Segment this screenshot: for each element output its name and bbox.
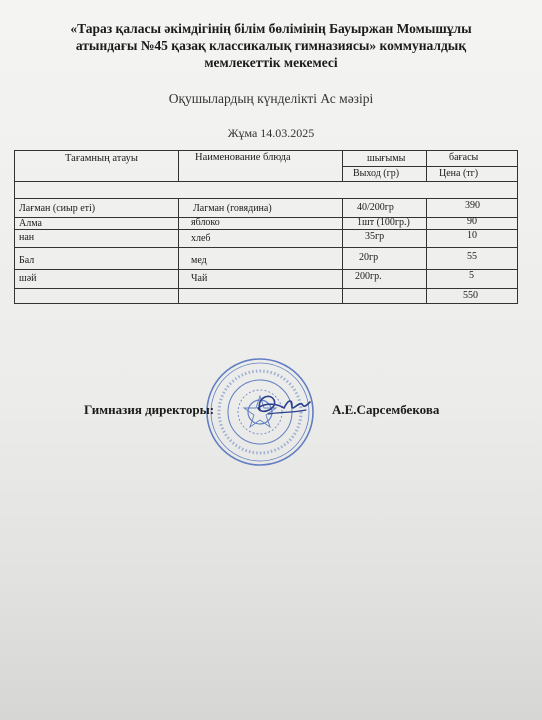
menu-subtitle: Оқушылардың күнделікті Ас мәзірі xyxy=(168,91,374,106)
dish-kz: шәй xyxy=(19,273,37,284)
table-row xyxy=(14,229,518,247)
col-header-output-ru: Выход (гр) xyxy=(353,168,400,179)
dish-output: 1шт (100гр.) xyxy=(357,217,410,228)
col-header-kz: Тағамның атауы xyxy=(65,153,138,164)
header-line-1: «Тараз қаласы әкімдігінің білім бөлімінің Бауыржан Момышұлы xyxy=(70,21,472,36)
table-total-row xyxy=(14,288,518,304)
document-header xyxy=(20,20,522,71)
col-header-price-kz: бағасы xyxy=(449,152,479,163)
director-label: Гимназия директоры: xyxy=(84,402,215,417)
dish-price: 55 xyxy=(467,251,477,262)
dish-output: 200гр. xyxy=(355,271,382,282)
table-empty-row xyxy=(14,181,518,198)
table-row xyxy=(14,198,518,217)
col-header-output-kz: шығымы xyxy=(367,153,406,164)
dish-price: 10 xyxy=(467,230,477,241)
dish-kz: нан xyxy=(19,232,35,243)
menu-date: Жұма 14.03.2025 xyxy=(227,126,315,140)
dish-ru: хлеб xyxy=(191,233,211,244)
header-line-2: атындағы №45 қазақ классикалық гимназиясы» коммуналдық xyxy=(75,38,467,53)
table-subheader-row xyxy=(14,166,518,181)
menu-table xyxy=(14,150,518,304)
dish-price: 5 xyxy=(469,270,474,281)
table-row xyxy=(14,247,518,269)
dish-output: 35гр xyxy=(365,231,385,242)
dish-kz: Лағман (сиыр еті) xyxy=(19,203,96,214)
dish-output: 20гр xyxy=(359,252,379,263)
table-row xyxy=(14,269,518,288)
dish-ru: Лагман (говядина) xyxy=(193,203,272,214)
col-header-ru: Наименование блюда xyxy=(195,152,291,163)
dish-ru: яблоко xyxy=(191,217,220,228)
dish-kz: Алма xyxy=(19,218,42,229)
table-header-row xyxy=(14,150,518,166)
dish-price: 390 xyxy=(465,200,480,211)
dish-price: 90 xyxy=(467,216,477,227)
handwritten-signature-icon xyxy=(248,388,318,424)
dish-ru: мед xyxy=(191,255,207,266)
dish-output: 40/200гр xyxy=(357,202,394,213)
header-line-3: мемлекеттік мекемесі xyxy=(204,55,338,70)
dish-ru: Чай xyxy=(191,273,208,284)
director-name: А.Е.Сарсембекова xyxy=(332,402,440,417)
total-price: 550 xyxy=(463,290,478,301)
dish-kz: Бал xyxy=(19,255,35,266)
table-row xyxy=(14,217,518,229)
col-header-price-ru: Цена (тг) xyxy=(439,168,479,179)
